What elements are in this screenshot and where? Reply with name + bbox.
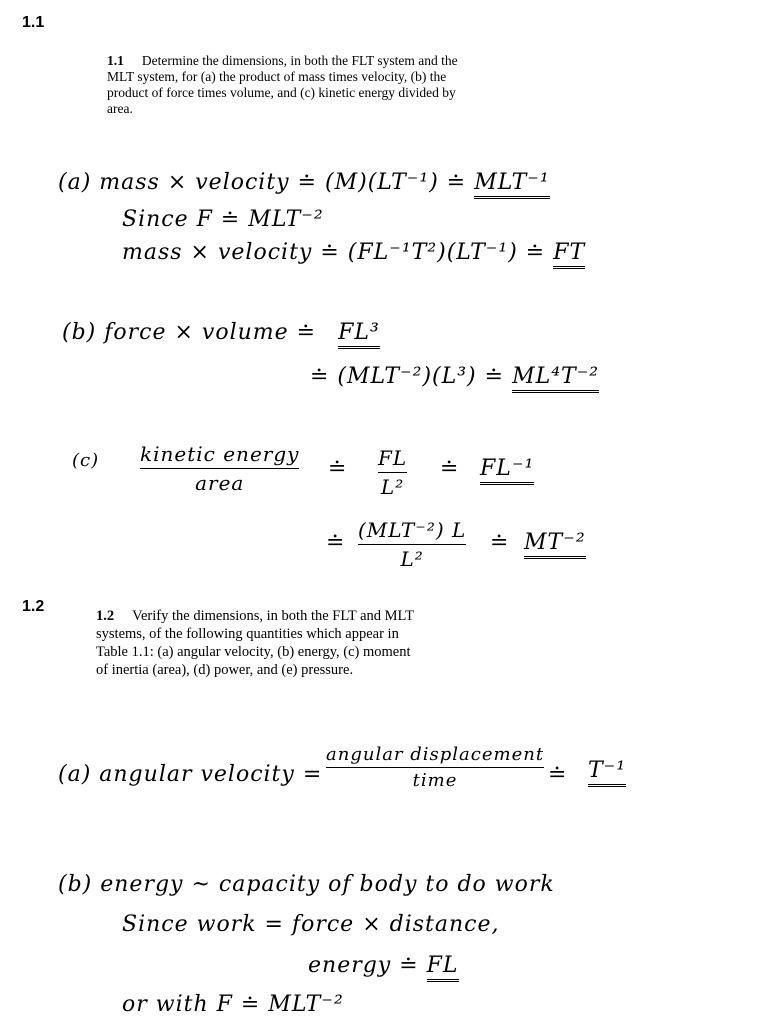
equiv-sign: ≐ bbox=[326, 530, 346, 555]
numerator: FL bbox=[378, 446, 408, 470]
problem-number: 1.2 bbox=[96, 608, 115, 624]
solution-2b-line1: (b) energy ~ capacity of body to do work bbox=[58, 872, 555, 897]
equiv-sign: ≐ bbox=[548, 762, 568, 787]
denominator: L² bbox=[380, 475, 405, 499]
solution-2b-line3 bbox=[308, 953, 459, 978]
answer: FT bbox=[553, 240, 585, 269]
solution-text: mass × velocity ≐ (FL⁻¹T²)(LT⁻¹) ≐ bbox=[122, 240, 546, 265]
solution-b-line2 bbox=[310, 364, 599, 389]
problem-number: 1.1 bbox=[107, 53, 124, 68]
denominator: L² bbox=[400, 547, 424, 571]
solution-a-line2: Since F ≐ MLT⁻² bbox=[122, 207, 324, 232]
answer: FL bbox=[427, 953, 459, 982]
problem-text: Determine the dimensions, in both the FLT system and the MLT system, for (a) the product of mass times velocity, (b) the product of force times volume, and (c) kinetic energy divided by area. bbox=[107, 53, 458, 116]
fraction-bar bbox=[378, 472, 407, 473]
fraction-ke-over-area bbox=[140, 442, 299, 495]
problem-label-1-2: 1.2 bbox=[22, 598, 45, 615]
solution-2b-line4: or with F ≐ MLT⁻² bbox=[122, 992, 344, 1017]
equiv-sign: ≐ bbox=[490, 530, 510, 555]
numerator: kinetic energy bbox=[140, 442, 300, 466]
answer: MLT⁻¹ bbox=[474, 170, 549, 199]
solution-text: ≐ (MLT⁻²)(L³) ≐ bbox=[310, 364, 505, 389]
solution-2b-line2: Since work = force × distance, bbox=[122, 912, 500, 937]
solution-c-label: (c) bbox=[72, 450, 100, 471]
solution-text: energy ≐ bbox=[308, 953, 419, 978]
answer: MT⁻² bbox=[524, 530, 586, 559]
equiv-sign: ≐ bbox=[328, 456, 348, 481]
fraction-angular bbox=[326, 744, 544, 791]
solution-b-line1 bbox=[62, 320, 380, 345]
answer: ML⁴T⁻² bbox=[512, 364, 599, 393]
denominator: area bbox=[195, 471, 245, 495]
problem-statement-1-1 bbox=[107, 53, 479, 117]
fraction-mlt-over-l2 bbox=[358, 518, 466, 571]
problem-statement-1-2 bbox=[96, 607, 422, 679]
answer: FL³ bbox=[338, 320, 380, 349]
problem-text: Verify the dimensions, in both the FLT and MLT systems, of the following quantities which appear in Table 1.1: (a) angular velocity, (b) energy, (c) moment of inertia (area), (d) power, and (e) pressure. bbox=[96, 608, 414, 678]
solution-text: (a) mass × velocity ≐ (M)(LT⁻¹) ≐ bbox=[58, 170, 467, 195]
answer: T⁻¹ bbox=[588, 758, 626, 787]
fraction-bar bbox=[326, 767, 544, 768]
numerator: angular displacement bbox=[326, 744, 545, 765]
solution-2a-left: (a) angular velocity = bbox=[58, 762, 323, 787]
problem-label-1-1: 1.1 bbox=[22, 14, 45, 31]
denominator: time bbox=[412, 770, 458, 791]
answer: FL⁻¹ bbox=[480, 456, 534, 485]
solution-text: (b) force × volume ≐ bbox=[62, 320, 317, 345]
fraction-bar bbox=[140, 468, 299, 469]
equiv-sign: ≐ bbox=[440, 456, 460, 481]
fraction-bar bbox=[358, 544, 466, 545]
numerator: (MLT⁻²) L bbox=[358, 518, 467, 542]
fraction-fl-over-l2 bbox=[378, 446, 407, 499]
solution-a-line3 bbox=[122, 240, 585, 265]
solution-a-line1 bbox=[58, 170, 550, 195]
